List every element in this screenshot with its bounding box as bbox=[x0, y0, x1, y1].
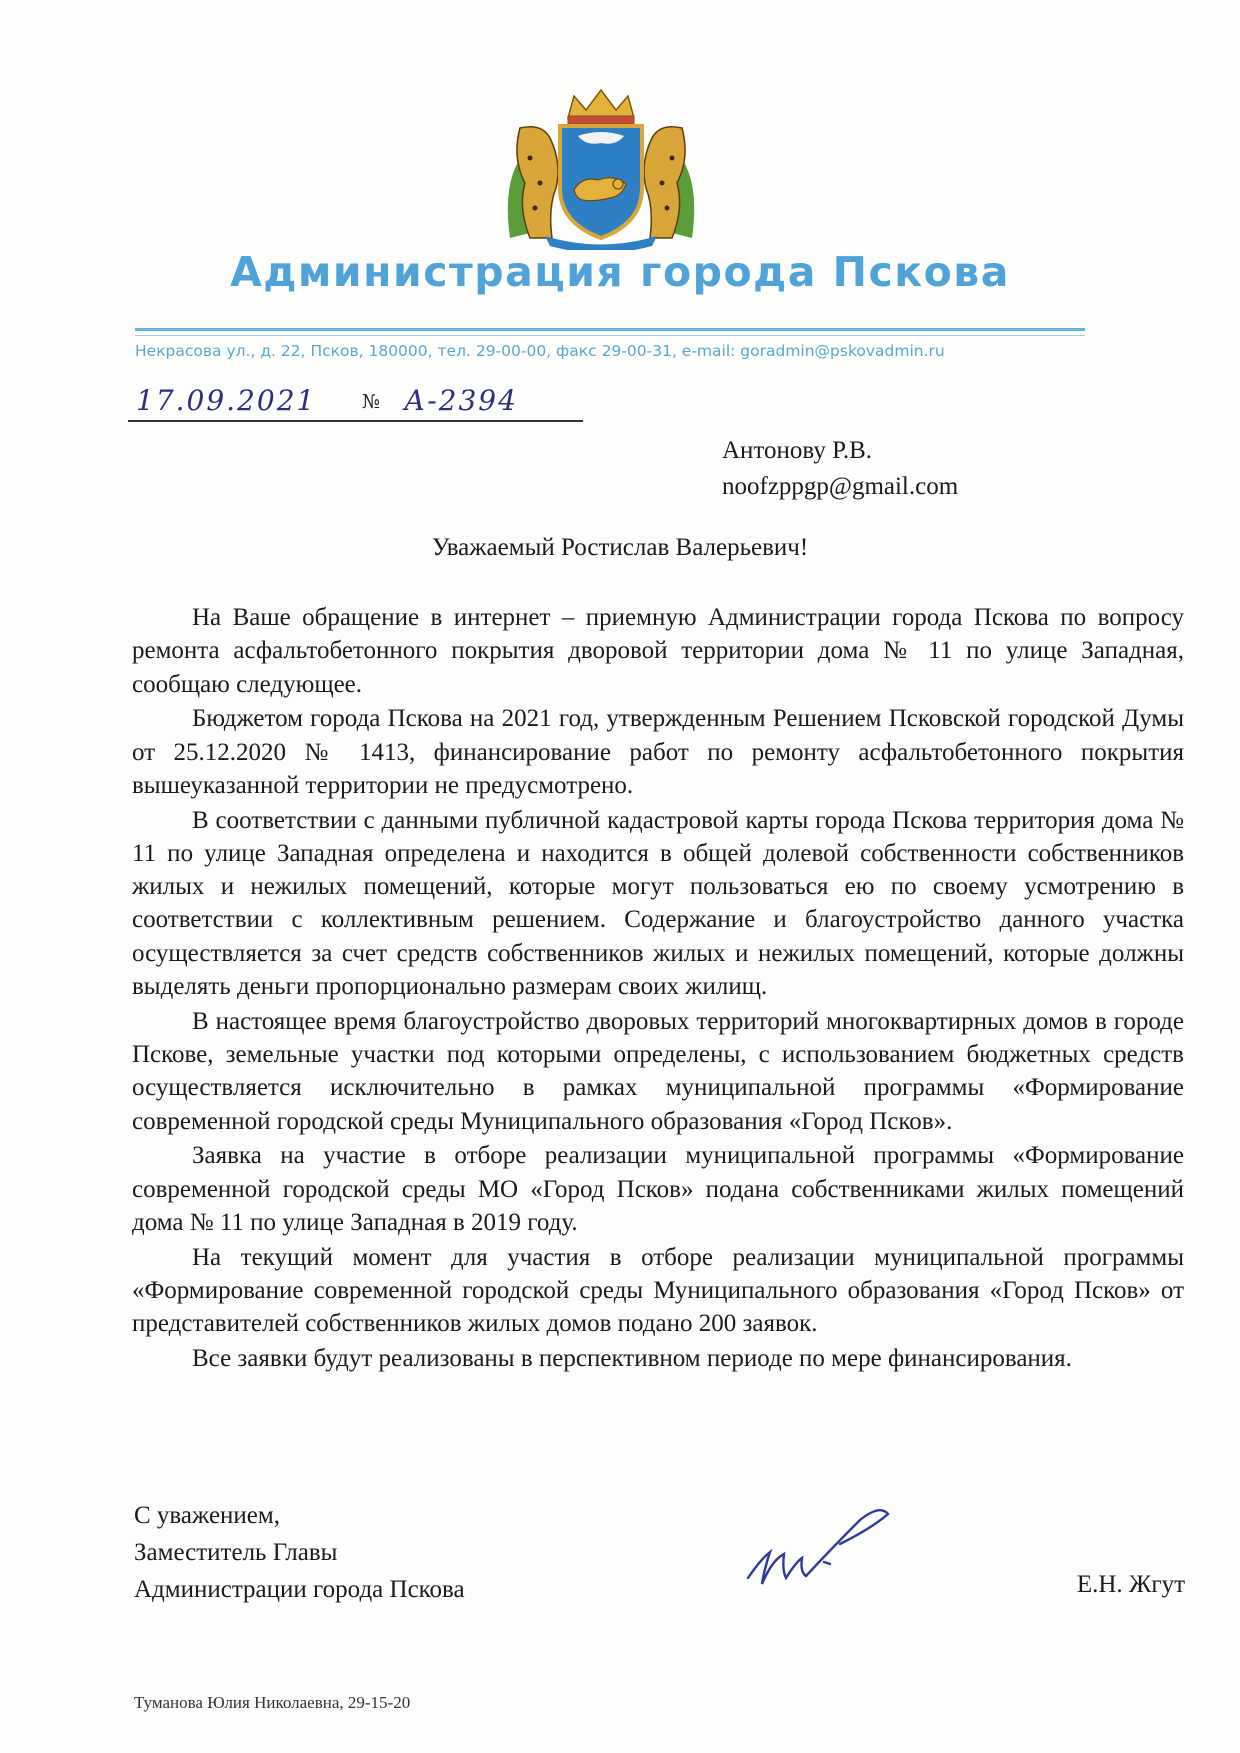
salutation: Уважаемый Ростислав Валерьевич! bbox=[431, 534, 809, 561]
letter-body bbox=[132, 601, 1184, 1377]
handwritten-signature bbox=[740, 1500, 900, 1590]
body-paragraph: Все заявки будут реализованы в перспективном периоде по мере финансирования. bbox=[192, 1344, 1072, 1372]
registration-date: 17.09.2021 bbox=[136, 384, 317, 417]
body-paragraph: На текущий момент для участия в отборе реализации муниципальной программы «Формирование современной городской среды Муниципального образования «Город Псков» от представителей собственников жилых домов подано 200 заявок. bbox=[132, 1243, 1184, 1338]
signer-position: Заместитель Главы bbox=[134, 1539, 338, 1566]
pskov-coat-of-arms-emblem bbox=[490, 88, 712, 250]
executor-info: Туманова Юлия Николаевна, 29-15-20 bbox=[134, 1693, 411, 1712]
addressee-block bbox=[722, 433, 958, 505]
signer-name: Е.Н. Жгут bbox=[1076, 1571, 1185, 1598]
registration-underline bbox=[128, 420, 583, 422]
header-divider-thin bbox=[135, 335, 1085, 336]
closing-regards: С уважением, bbox=[134, 1502, 280, 1529]
body-paragraph: В соответствии с данными публичной кадастровой карты города Пскова территория дома № 11 по улице Западная определена и находится в общей долевой собственности собственников жилых и нежилых помещений, которые могут пользоваться ею по своему усмотрению в соответствии с коллективным решением. Содержание и благоустройство данного участка осуществляется за счет средств собственников жилых и нежилых помещений, которые должны выделять деньги пропорционально размерам своих жилищ. bbox=[132, 806, 1184, 1001]
registration-number: А-2394 bbox=[404, 384, 518, 417]
body-paragraph: Бюджетом города Пскова на 2021 год, утвержденным Решением Псковской городской Думы от 25.12.2020 № 1413, финансирование работ по ремонту асфальтобетонного покрытия вышеуказанной территории не предусмотрено. bbox=[132, 705, 1184, 799]
header-divider bbox=[135, 328, 1085, 331]
body-paragraph: Заявка на участие в отборе реализации муниципальной программы «Формирование современной городской среды МО «Город Псков» подана собственниками жилых помещений дома № 11 по улице Западная в 2019 году. bbox=[132, 1142, 1184, 1236]
organization-contacts: Некрасова ул., д. 22, Псков, 180000, тел. 29-00-00, факс 29-00-31, e-mail: goradmin@pskovadmin.ru bbox=[135, 342, 945, 360]
body-paragraph: На Ваше обращение в интернет – приемную Администрации города Пскова по вопросу ремонта асфальтобетонного покрытия дворовой территории дома № 11 по улице Западная, сообщаю следующее. bbox=[132, 604, 1184, 698]
addressee-email: noofzppgp@gmail.com bbox=[722, 473, 959, 500]
body-paragraph: В настоящее время благоустройство дворовых территорий многоквартирных домов в городе Пскове, земельные участки под которыми определены, с использованием бюджетных средств осуществляется исключительно в рамках муниципальной программы «Формирование современной городской среды Муниципального образования «Город Псков». bbox=[132, 1007, 1184, 1135]
signer-organization: Администрации города Пскова bbox=[134, 1576, 465, 1603]
addressee-name: Антонову Р.В. bbox=[722, 437, 873, 464]
registration-line bbox=[128, 384, 598, 424]
organization-name: Администрация города Пскова bbox=[230, 248, 1010, 296]
closing-block bbox=[134, 1497, 465, 1608]
number-sign: № bbox=[362, 391, 380, 413]
